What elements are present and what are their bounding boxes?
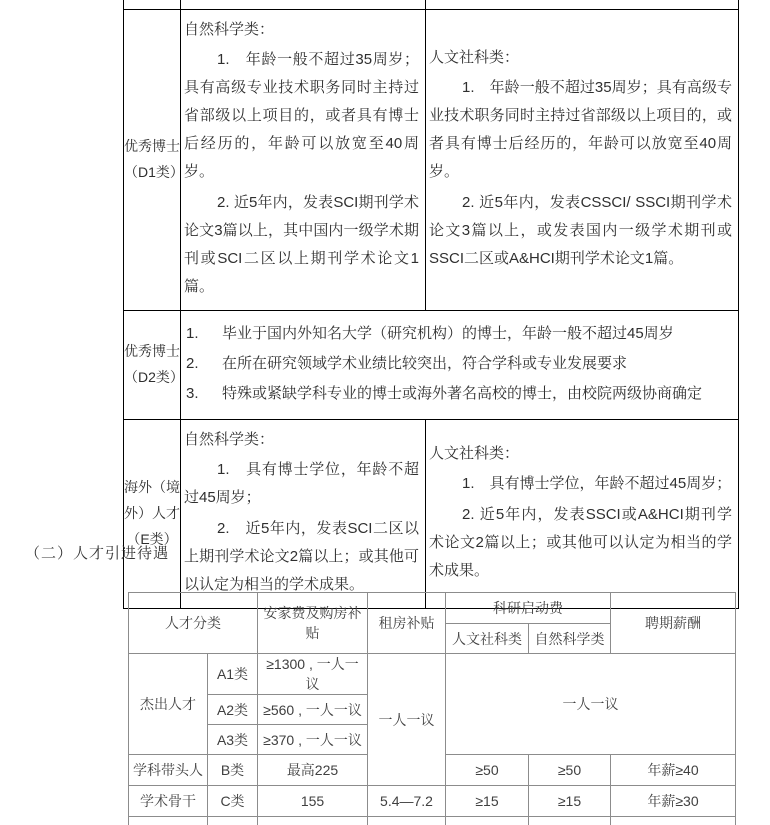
cell-a2-settling: ≥560 , 一人一议 <box>258 695 368 725</box>
list-text: 毕业于国内外知名大学（研究机构）的博士，年龄一般不超过45周岁 <box>222 324 674 342</box>
section-heading: （二）人才引进待遇 <box>25 545 170 562</box>
d2-criteria-cell <box>181 310 739 419</box>
cutoff-cell <box>129 817 208 825</box>
criteria-paragraph: 1. 具有博士学位，年龄不超过45周岁； <box>462 474 732 492</box>
cell-rent-merged: 一人一议 <box>368 654 446 786</box>
criteria-paragraph: 2. 近5年内，发表SSCI或A&HCI期刊学术论文2篇以上；或其他可以认定为相当的学术成果。 <box>429 505 732 579</box>
header-research-fund: 科研启动费 <box>446 593 611 624</box>
header-talent-class: 人才分类 <box>129 593 258 654</box>
cell-b-settling: 最高225 <box>258 755 368 786</box>
row-e <box>124 419 739 608</box>
cutoff-cell <box>611 817 736 825</box>
d1-label-cell: 优秀博士（D1类） <box>124 9 181 310</box>
humanities-title: 人文社科类： <box>429 48 520 66</box>
e-humanities-cell <box>426 419 739 608</box>
list-text: 在所在研究领域学术业绩比较突出，符合学科或专业发展要求 <box>222 355 628 373</box>
natural-science-title: 自然科学类： <box>184 430 275 448</box>
talent-benefits-table <box>128 592 736 825</box>
cutoff-row-bottom <box>129 817 736 825</box>
header-rent-subsidy: 租房补贴 <box>368 593 446 654</box>
d2-label-cell: 优秀博士（D2类） <box>124 310 181 419</box>
d1-humanities-cell <box>426 9 739 310</box>
table-row-a1 <box>129 654 736 695</box>
criteria-paragraph: 2. 近5年内，发表CSSCI/ SSCI期刊学术论文3篇以上，或发表国内一级学术期刊或SSCI二区或A&HCI期刊学术论文1篇。 <box>429 193 732 267</box>
cutoff-cell <box>124 0 181 9</box>
cutoff-cell <box>368 817 446 825</box>
cell-c-fund-hum: ≥15 <box>446 786 529 817</box>
cell-group-a-label: 杰出人才 <box>129 654 208 755</box>
criteria-paragraph: 2. 近5年内，发表SCI二区以上期刊学术论文2篇以上；或其他可以认定为相当的学术成果。 <box>184 519 419 593</box>
criteria-paragraph: 1. 具有博士学位，年龄不超过45周岁； <box>184 460 419 506</box>
e-label-cell: 海外（境外）人才（E类） <box>124 419 181 608</box>
cell-a3-settling: ≥370 , 一人一议 <box>258 725 368 755</box>
cell-b-label: 学科带头人 <box>129 755 208 786</box>
cell-a1-category: A1类 <box>208 654 258 695</box>
cell-b-fund-hum: ≥50 <box>446 755 529 786</box>
cutoff-cell <box>529 817 611 825</box>
criteria-paragraph: 1. 年龄一般不超过35周岁；具有高级专业技术职务同时主持过省部级以上项目的，或者具有博士后经历的，年龄可以放宽至40周岁。 <box>429 78 732 180</box>
cell-c-label: 学术骨干 <box>129 786 208 817</box>
cutoff-row-top <box>124 0 739 9</box>
cell-b-fund-nat: ≥50 <box>529 755 611 786</box>
cell-a1-settling: ≥1300 , 一人一议 <box>258 654 368 695</box>
header-settling-allowance: 安家费及购房补贴 <box>258 593 368 654</box>
cutoff-cell <box>426 0 739 9</box>
cell-b-category: B类 <box>208 755 258 786</box>
list-item <box>184 352 732 375</box>
list-number: 1. <box>186 324 199 342</box>
e-natural-science-cell <box>181 419 426 608</box>
cell-a2-category: A2类 <box>208 695 258 725</box>
cell-c-fund-nat: ≥15 <box>529 786 611 817</box>
d1-natural-science-cell <box>181 9 426 310</box>
header-natural-science: 自然科学类 <box>529 624 611 654</box>
list-number: 3. <box>186 385 199 403</box>
row-d2 <box>124 310 739 419</box>
natural-science-title: 自然科学类： <box>184 20 275 38</box>
humanities-title: 人文社科类： <box>429 444 520 462</box>
header-salary: 聘期薪酬 <box>611 593 736 654</box>
cutoff-cell <box>181 0 426 9</box>
criteria-paragraph: 2. 近5年内，发表SCI期刊学术论文3篇以上，其中国内一级学术期刊或SCI二区以上期刊学术论文1篇。 <box>184 193 419 295</box>
cell-negotiated-merged: 一人一议 <box>446 654 736 755</box>
talent-criteria-table <box>123 0 739 609</box>
cutoff-cell <box>258 817 368 825</box>
list-item <box>184 322 732 345</box>
list-text: 特殊或紧缺学科专业的博士或海外著名高校的博士，由校院两级协商确定 <box>222 385 703 403</box>
benefits-header-row-1 <box>129 593 736 624</box>
table-row-c <box>129 786 736 817</box>
cell-c-salary: 年薪≥30 <box>611 786 736 817</box>
cutoff-cell <box>446 817 529 825</box>
cell-c-settling: 155 <box>258 786 368 817</box>
header-humanities: 人文社科类 <box>446 624 529 654</box>
list-item <box>184 382 732 405</box>
cell-c-category: C类 <box>208 786 258 817</box>
row-d1 <box>124 9 739 310</box>
cutoff-cell <box>208 817 258 825</box>
list-number: 2. <box>186 355 199 373</box>
cell-c-rent: 5.4—7.2 <box>368 786 446 817</box>
criteria-paragraph: 1. 年龄一般不超过35周岁；具有高级专业技术职务同时主持过省部级以上项目的，或者具有博士后经历的，年龄可以放宽至40周岁。 <box>184 50 419 180</box>
cell-b-salary: 年薪≥40 <box>611 755 736 786</box>
cell-a3-category: A3类 <box>208 725 258 755</box>
